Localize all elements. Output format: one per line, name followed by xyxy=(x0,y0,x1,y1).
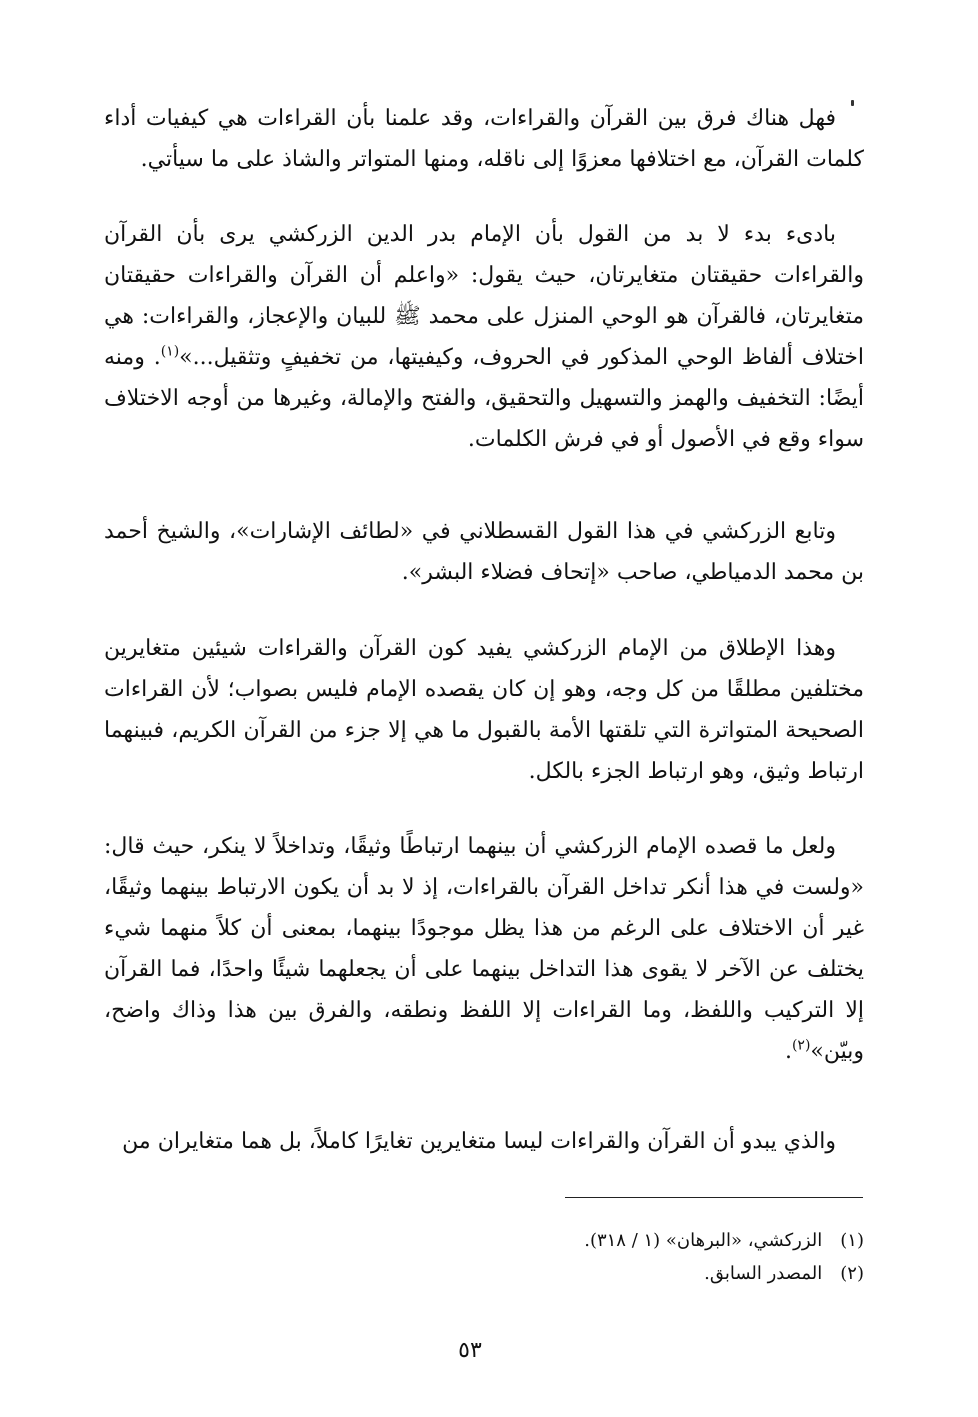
footnote-2-text: المصدر السابق. xyxy=(704,1263,823,1284)
footnote-1 xyxy=(400,1224,864,1257)
paragraph-1 xyxy=(104,98,864,180)
paragraph-6-text: والذي يبدو أن القرآن والقراءات ليسا متغايرين تغايرًا كاملاً، بل هما متغايران من xyxy=(122,1129,836,1154)
paragraph-2-extra: ومنه أيضًا: التخفيف والهمز والتسهيل والتحقيق، والفتح والإمالة، وغيرها من أوجه الاختلاف سواء وقع في الأصول أو في فرش الكلمات. xyxy=(104,345,864,452)
paragraph-5-text xyxy=(104,826,864,1072)
paragraph-2-body: بادىء بدء لا بد من القول بأن الإمام بدر الدين الزركشي يرى بأن القرآن والقراءات حقيقتان متغايرتان، حيث يقول: «واعلم أن القرآن والقراءات حقيقتان متغايرتان، فالقرآن هو الوحي المنزل على محمد ﷺ للبيان والإعجاز، والقراءات: هي اختلاف ألفاظ الوحي المذكور في الحروف، وكيفيتها، من تخفيفٍ وتثقيل...» xyxy=(104,222,865,370)
footnote-marker-2: (٢) xyxy=(791,1037,811,1054)
page-number: ٥٣ xyxy=(458,1338,482,1363)
footnote-divider xyxy=(565,1197,863,1198)
footnote-1-number: (١) xyxy=(840,1230,864,1251)
footnotes xyxy=(400,1224,864,1290)
paragraph-5 xyxy=(104,826,864,1072)
paragraph-5-end: . xyxy=(784,1039,792,1064)
footnote-1-text: الزركشي، «البرهان» (١ / ٣١٨). xyxy=(584,1230,823,1251)
footnote-2 xyxy=(400,1257,864,1290)
paragraph-2-text xyxy=(104,214,864,460)
paragraph-1-text: فهل هناك فرق بين القرآن والقراءات، وقد علمنا بأن القراءات هي كيفيات أداء كلمات القرآن، مع اختلافها معزوًا إلى ناقله، ومنها المتواتر والشاذ على ما سيأتي. xyxy=(104,106,864,172)
footnote-marker-1: (١) xyxy=(160,343,180,360)
paragraph-3-text: وتابع الزركشي في هذا القول القسطلاني في «لطائف الإشارات»، والشيخ أحمد بن محمد الدمياطي، صاحب «إتحاف فضلاء البشر». xyxy=(104,519,864,585)
paragraph-2 xyxy=(104,214,864,460)
paragraph-5-body: ولعل ما قصده الإمام الزركشي أن بينهما ارتباطًا وثيقًا، وتداخلاً لا ينكر، حيث قال: «ولست في هذا أنكر تداخل القرآن بالقراءات، إذ لا بد أن يكون الارتباط بينهما وثيقًا، غير أن الاختلاف على الرغم من هذا يظل موجودًا بينهما، بمعنى أن كلاً منهما شيء يختلف عن الآخر لا يقوى هذا التداخل بينهما على أن يجعلهما شيئًا واحدًا، فما القرآن إلا التركيب واللفظ، وما القراءات إلا اللفظ ونطقه، والفرق بين هذا وذاك واضح، وبيّن» xyxy=(104,834,864,1064)
paragraph-3 xyxy=(104,511,864,593)
paragraph-4-text: وهذا الإطلاق من الإمام الزركشي يفيد كون القرآن والقراءات شيئين متغايرين مختلفين مطلقًا من كل وجه، وهو إن كان يقصده الإمام فليس بصواب؛ لأن القراءات الصحيحة المتواترة التي تلقتها الأمة بالقبول ما هي إلا جزء من القرآن الكريم، فبينهما ارتباط وثيق، وهو ارتباط الجزء بالكل. xyxy=(104,636,864,784)
paragraph-4 xyxy=(104,628,864,792)
paragraph-6 xyxy=(104,1121,864,1162)
footnote-2-number: (٢) xyxy=(840,1263,864,1284)
paragraph-2-end: . xyxy=(153,345,161,370)
